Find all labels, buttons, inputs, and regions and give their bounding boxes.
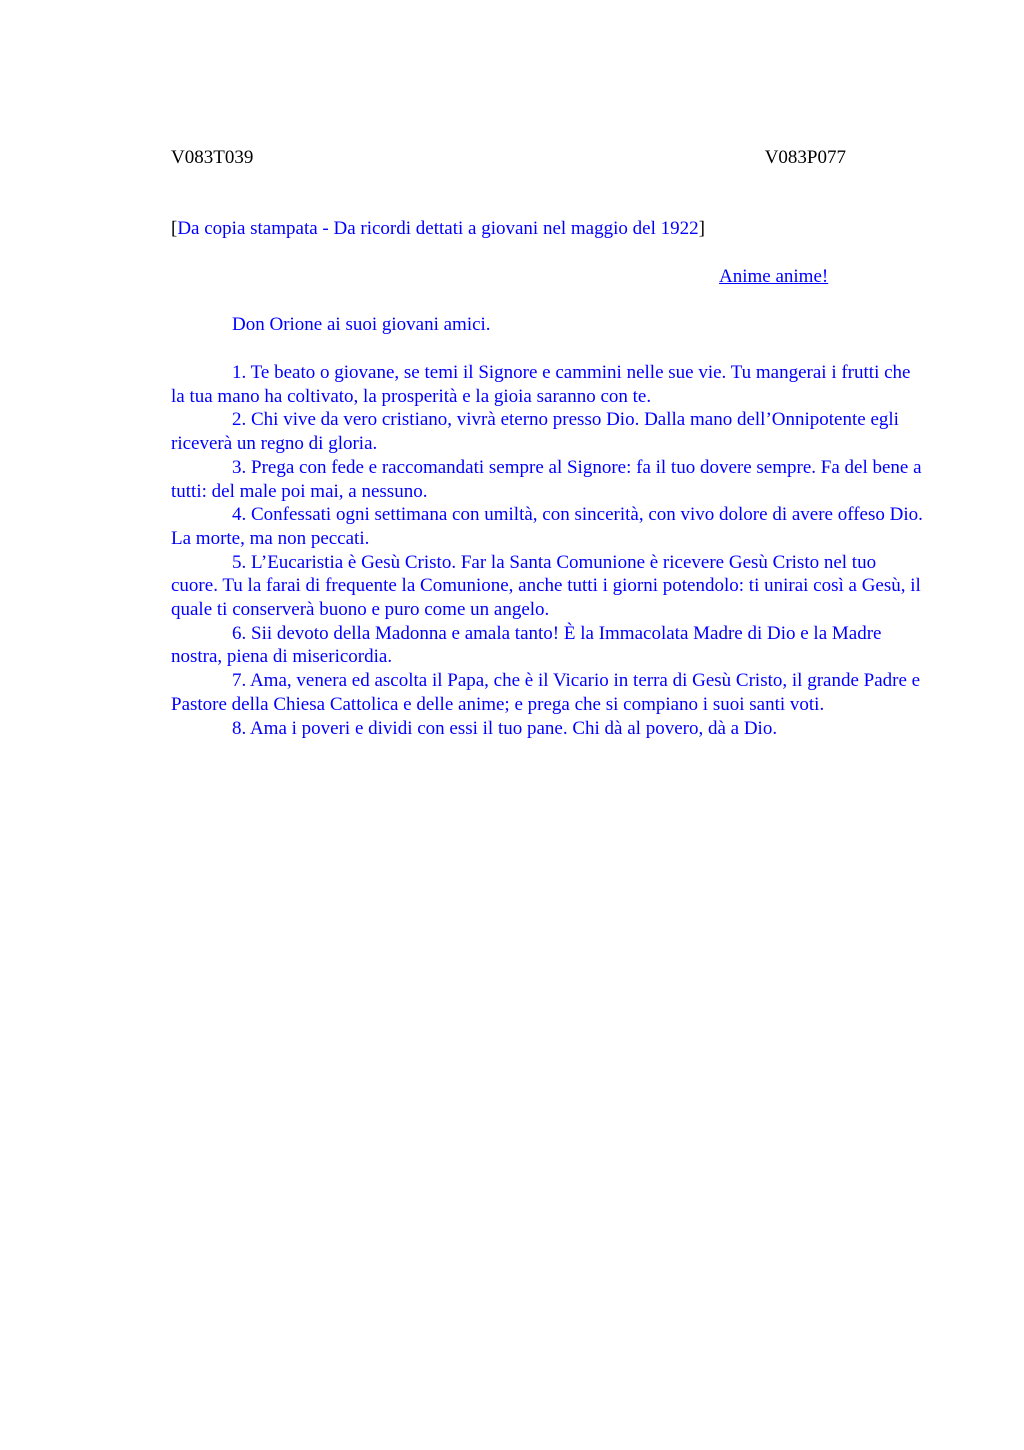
source-note-close-bracket: ] <box>698 218 705 239</box>
list-item: 5. L’Eucaristia è Gesù Cristo. Far la Santa Comunione è ricevere Gesù Cristo nel tuo cuore. Tu la farai di frequente la Comunione, anche tutti i giorni potendolo: ti unirai così a Gesù, il quale ti conserverà buono e puro come un angelo. <box>171 551 921 621</box>
source-note <box>171 217 705 241</box>
document-page <box>171 0 926 1450</box>
source-note-open-bracket: [ <box>171 218 178 239</box>
document-codes <box>171 146 846 170</box>
list-item: 2. Chi vive da vero cristiano, vivrà eterno presso Dio. Dalla mano dell’Onnipotente egli riceverà un regno di gloria. <box>171 409 899 455</box>
list-item: 1. Te beato o giovane, se temi il Signore e cammini nelle sue vie. Tu mangerai i frutti che la tua mano ha coltivato, la prosperità e la gioia saranno con te. <box>171 362 911 407</box>
volume-page-code: V083P077 <box>764 147 846 168</box>
list-item: 6. Sii devoto della Madonna e amala tanto! È la Immacolata Madre di Dio e la Madre nostra, piena di misericordia. <box>171 622 882 668</box>
list-item: 8. Ama i poveri e dividi con essi il tuo pane. Chi dà al povero, dà a Dio. <box>232 717 778 739</box>
dedication-line: Don Orione ai suoi giovani amici. <box>232 314 491 335</box>
volume-text-code: V083T039 <box>171 147 254 168</box>
numbered-list <box>171 361 926 740</box>
source-note-text: Da copia stampata - Da ricordi dettati a giovani nel maggio del 1922 <box>177 218 699 239</box>
list-item: 7. Ama, venera ed ascolta il Papa, che è il Vicario in terra di Gesù Cristo, il grande Padre e Pastore della Chiesa Cattolica e delle anime; e prega che si compiano i suoi santi voti. <box>171 670 921 715</box>
document-title: Anime anime! <box>719 266 829 287</box>
list-item: 4. Confessati ogni settimana con umiltà, con sincerità, con vivo dolore di avere offeso Dio. La morte, ma non peccati. <box>171 504 923 549</box>
list-item: 3. Prega con fede e raccomandati sempre al Signore: fa il tuo dovere sempre. Fa del bene a tutti: del male poi mai, a nessuno. <box>171 456 922 502</box>
